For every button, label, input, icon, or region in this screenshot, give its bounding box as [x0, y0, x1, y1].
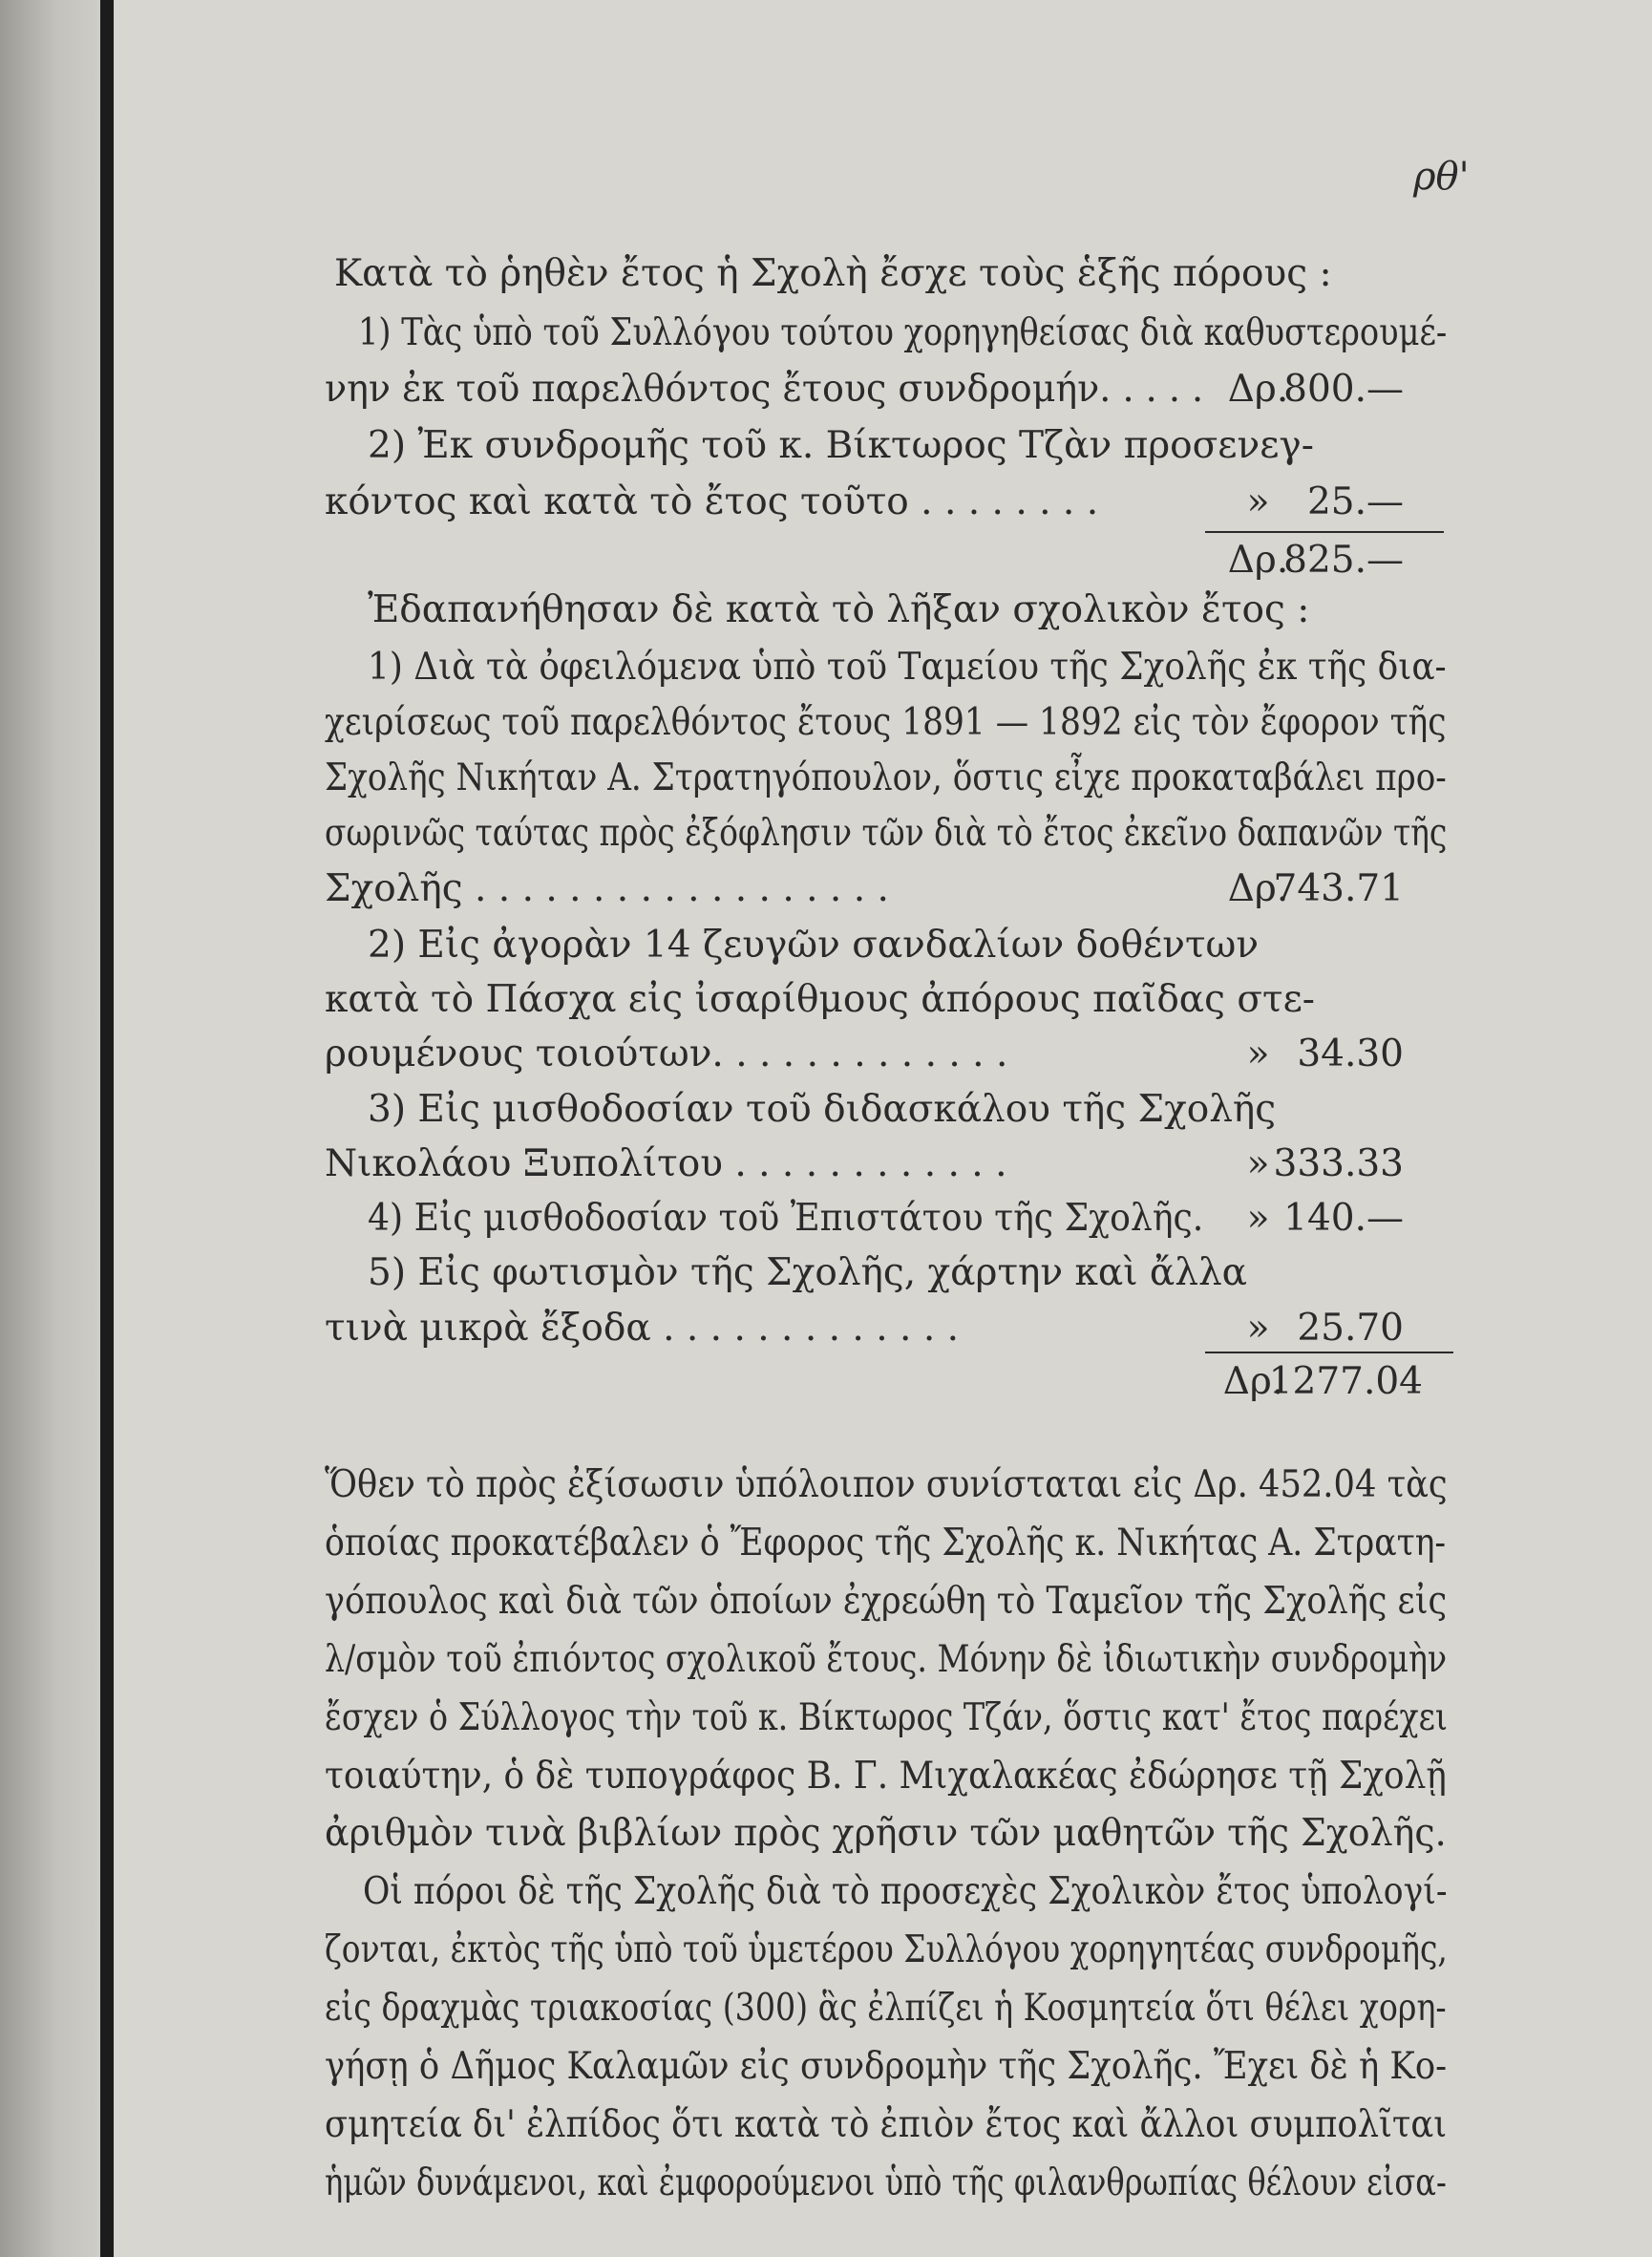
- expense-item4-line1: [325, 1193, 1451, 1245]
- text-line: ζονται, ἐκτὸς τῆς ὑπὸ τοῦ ὑμετέρου Συλλόγου χορηγητέας συνδρομῆς,: [325, 1928, 1448, 1971]
- currency-label: »: [1246, 1033, 1270, 1075]
- text-line: Νικολάου Ξυπολίτου . . . . . . . . . . . .: [325, 1142, 1007, 1185]
- currency-label: Δρ.: [1227, 867, 1289, 910]
- expense-item3-line2: [325, 1139, 1451, 1190]
- amount-value: 25.—: [1306, 480, 1404, 523]
- paragraph1-line5: [325, 1693, 1451, 1744]
- amount-value: 800.—: [1283, 368, 1404, 411]
- paragraph2-line1: [325, 1866, 1451, 1918]
- text-line: νην ἐκ τοῦ παρελθόντος ἔτους συνδρομήν. . . . .: [325, 368, 1204, 411]
- text-line: 1) Τὰς ὑπὸ τοῦ Συλλόγου τούτου χορηγηθείσας διὰ καθυστερουμέ-: [358, 311, 1448, 354]
- paragraph2-line6: [325, 2158, 1451, 2209]
- amount-value: 140.—: [1283, 1197, 1404, 1240]
- page-number: ρθ': [1413, 155, 1470, 199]
- currency-label: »: [1246, 1197, 1270, 1240]
- expense-item2-line2: [325, 974, 1451, 1026]
- currency-label: »: [1246, 480, 1270, 523]
- text-line: ρουμένους τοιούτων. . . . . . . . . . . . .: [325, 1033, 1008, 1075]
- paragraph1-line6: [325, 1751, 1451, 1802]
- intro-text: Κατὰ τὸ ῥηθὲν ἔτος ἡ Σχολὴ ἔσχε τοὺς ἑξῆς πόρους :: [334, 252, 1332, 295]
- expense-item1-line5: [325, 863, 1451, 915]
- expense-item3-line1: [325, 1084, 1451, 1136]
- amount-value: 25.70: [1297, 1307, 1404, 1350]
- text-line: 5) Εἰς φωτισμὸν τῆς Σχολῆς, χάρτην καὶ ἄλλα: [368, 1251, 1247, 1294]
- text-line: ἔσχεν ὁ Σύλλογος τὴν τοῦ κ. Βίκτωρος Τζάν, ὅστις κατ' ἔτος παρέχει: [325, 1696, 1448, 1739]
- paragraph1-line3: [325, 1576, 1451, 1628]
- text-line: κατὰ τὸ Πάσχα εἰς ἰσαρίθμους ἀπόρους παῖδας στε-: [325, 978, 1315, 1021]
- amount-value: 333.33: [1273, 1142, 1404, 1185]
- income-item2-line1: [325, 420, 1451, 472]
- expenses-total-amount: 1277.04: [1268, 1360, 1423, 1403]
- paragraph2-line3: [325, 1983, 1451, 2034]
- text-line: σωρινῶς ταύτας πρὸς ἐξόφλησιν τῶν διὰ τὸ ἔτος ἐκεῖνο δαπανῶν τῆς: [325, 812, 1448, 855]
- currency-label: »: [1246, 1142, 1270, 1185]
- text-line: γήσῃ ὁ Δῆμος Καλαμῶν εἰς συνδρομὴν τῆς Σχολῆς. Ἔχει δὲ ἡ Κο-: [325, 2045, 1448, 2088]
- text-line: λ/σμὸν τοῦ ἐπιόντος σχολικοῦ ἔτους. Μόνην δὲ ἰδιωτικὴν συνδρομὴν: [325, 1638, 1448, 1681]
- income-total-line: [325, 535, 1451, 586]
- sum-rule: [1205, 531, 1444, 533]
- sum-rule: [1205, 1352, 1453, 1353]
- paragraph2-line2: [325, 1925, 1451, 1976]
- text-line: Σχολῆς . . . . . . . . . . . . . . . . . .: [325, 867, 889, 910]
- text-line: κόντος καὶ κατὰ τὸ ἔτος τοῦτο . . . . . . . .: [325, 480, 1099, 523]
- currency-label: Δρ.: [1227, 368, 1289, 411]
- text-line: 4) Εἰς μισθοδοσίαν τοῦ Ἐπιστάτου τῆς Σχολῆς.: [368, 1197, 1204, 1240]
- expense-item5-line1: [325, 1247, 1451, 1299]
- income-total-amount: 825.—: [1283, 539, 1404, 582]
- text-line: 2) Ἐκ συνδρομῆς τοῦ κ. Βίκτωρος Τζὰν προσενεγ-: [368, 424, 1314, 467]
- expense-item5-line2: [325, 1303, 1451, 1354]
- text-line: 2) Εἰς ἀγορὰν 14 ζευγῶν σανδαλίων δοθέντων: [368, 924, 1260, 967]
- text-line: τινὰ μικρὰ ἔξοδα . . . . . . . . . . . . .: [325, 1307, 960, 1350]
- text-line: Σχολῆς Νικήταν Α. Στρατηγόπουλον, ὅστις εἶχε προκαταβάλει προ-: [325, 756, 1447, 799]
- amount-value: 743.71: [1273, 867, 1404, 910]
- expenses-heading: Ἐδαπανήθησαν δὲ κατὰ τὸ λῆξαν σχολικὸν ἔτος :: [368, 588, 1310, 631]
- text-line: χειρίσεως τοῦ παρελθόντος ἔτους 1891 — 1892 εἰς τὸν ἔφορον τῆς: [325, 701, 1447, 744]
- amount-value: 34.30: [1297, 1033, 1404, 1075]
- expenses-total-line: [325, 1356, 1451, 1408]
- expense-item1-line2: [325, 697, 1451, 749]
- income-item1-line2: [325, 364, 1451, 415]
- paragraph2-line5: [325, 2099, 1451, 2151]
- text-line: σμητεία δι' ἐλπίδος ὅτι κατὰ τὸ ἐπιὸν ἔτος καὶ ἄλλοι συμπολῖται: [325, 2103, 1448, 2146]
- income-item1-line1: [325, 308, 1451, 359]
- text-line: γόπουλος καὶ διὰ τῶν ὁποίων ἐχρεώθη τὸ Ταμεῖον τῆς Σχολῆς εἰς: [325, 1580, 1448, 1623]
- income-item2-line2: [325, 477, 1451, 528]
- text-line: Οἱ πόροι δὲ τῆς Σχολῆς διὰ τὸ προσεχὲς Σχολικὸν ἔτος ὑπολογί-: [363, 1870, 1448, 1913]
- text-line: 3) Εἰς μισθοδοσίαν τοῦ διδασκάλου τῆς Σχολῆς: [368, 1088, 1277, 1131]
- paragraph1-line1: [325, 1459, 1451, 1511]
- paragraph2-line4: [325, 2041, 1451, 2093]
- expense-item1-line3: [325, 753, 1451, 804]
- expenses-heading-line: [325, 585, 1451, 636]
- text-line: ἀριθμὸν τινὰ βιβλίων πρὸς χρῆσιν τῶν μαθητῶν τῆς Σχολῆς.: [325, 1812, 1447, 1855]
- expense-item1-line1: [325, 642, 1451, 693]
- text-line: 1) Διὰ τὰ ὀφειλόμενα ὑπὸ τοῦ Ταμείου τῆς Σχολῆς ἐκ τῆς δια-: [368, 646, 1447, 689]
- text-line: εἰς δραχμὰς τριακοσίας (300) ἃς ἐλπίζει ἡ Κοσμητεία ὅτι θέλει χορη-: [325, 1987, 1447, 2030]
- text-line: Ὅθεν τὸ πρὸς ἐξίσωσιν ὑπόλοιπον συνίσταται εἰς Δρ. 452.04 τὰς: [325, 1463, 1448, 1506]
- expense-item2-line1: [325, 920, 1451, 971]
- intro-line: [325, 248, 1451, 300]
- expense-item2-line3: [325, 1029, 1451, 1080]
- paragraph1-line7: [325, 1808, 1451, 1860]
- expense-item1-line4: [325, 808, 1451, 860]
- text-line: ἡμῶν δυνάμενοι, καὶ ἐμφορούμενοι ὑπὸ τῆς φιλανθρωπίας θέλουν εἰσα-: [325, 2161, 1447, 2204]
- paragraph1-line4: [325, 1634, 1451, 1686]
- text-line: τοιαύτην, ὁ δὲ τυπογράφος Β. Γ. Μιχαλακέας ἐδώρησε τῇ Σχολῇ: [325, 1755, 1447, 1798]
- currency-label: »: [1246, 1307, 1270, 1350]
- text-line: ὁποίας προκατέβαλεν ὁ Ἔφορος τῆς Σχολῆς κ. Νικήτας Α. Στρατη-: [325, 1522, 1447, 1565]
- paragraph1-line2: [325, 1518, 1451, 1569]
- currency-label: Δρ.: [1227, 539, 1289, 582]
- currency-label: Δρ.: [1222, 1360, 1284, 1403]
